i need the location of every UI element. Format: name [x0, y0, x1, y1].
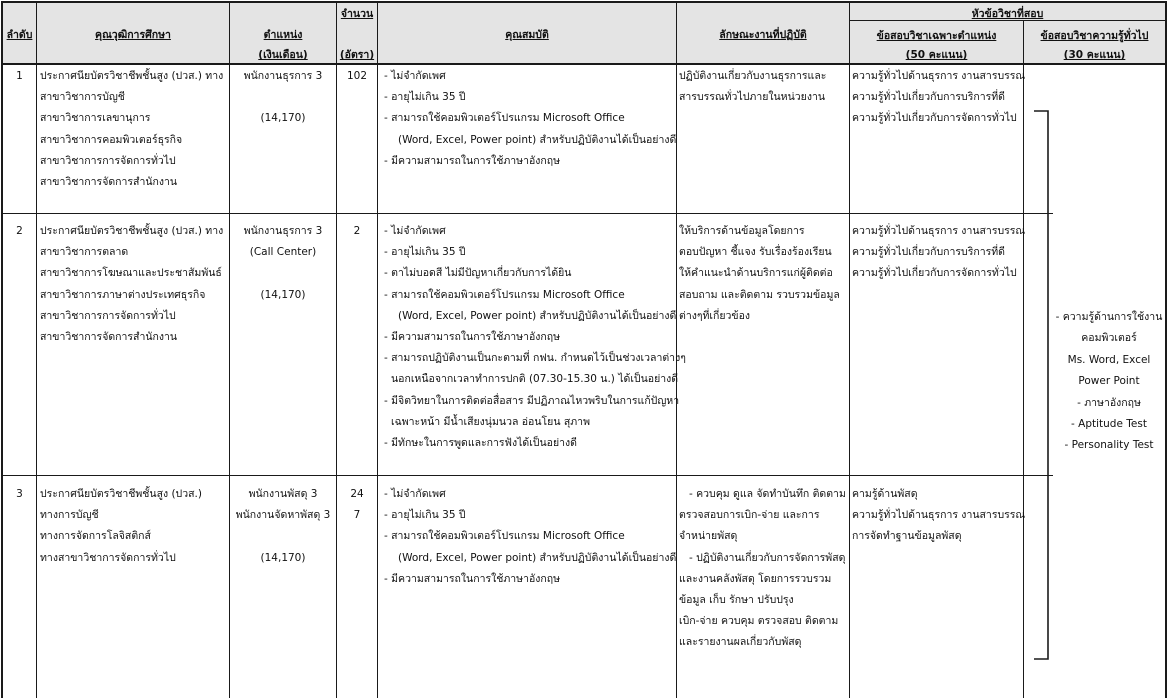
row1-qualification: ประกาศนียบัตรวิชาชีพชั้นสูง (ปวส.) ทาง สาขาวิชาการบัญชี สาขาวิชาการเลขานุการ สาขาวิชาการคอมพิวเตอร์ธุรกิจ สาขาวิชาการการจัดการทั่วไป สาขาวิชาการจัดการสำนักงาน — [40, 70, 224, 189]
general-exam-topics: - ความรู้ด้านการใช้งาน คอมพิวเตอร์ Ms. Word, Excel Power Point - ภาษาอังกฤษ - Aptitude Test - Personality Test — [1055, 311, 1163, 452]
row2-job-nature: ให้บริการด้านข้อมูลโดยการ ตอบปัญหา ชี้แจง รับเรื่องร้องเรียน ให้คำแนะนำด้านบริการแก่ผู้ติดต่อ สอบถาม และติดตาม รวบรวมข้อมูล ต่างๆที่เกี่ยวข้อง — [679, 225, 840, 322]
row1-properties: - ไม่จำกัดเพศ - อายุไม่เกิน 35 ปี - สามารถใช้คอมพิวเตอร์โปรแกรม Microsoft Office (Word, Excel, Power point) สำหรับปฏิบัติงานได้เป็นอย่างดี - มีความสามารถในการใช้ภาษาอังกฤษ — [384, 70, 677, 167]
row3-properties: - ไม่จำกัดเพศ - อายุไม่เกิน 35 ปี - สามารถใช้คอมพิวเตอร์โปรแกรม Microsoft Office (Word, Excel, Power point) สำหรับปฏิบัติงานได้เป็นอย่างดี - มีความสามารถในการใช้ภาษาอังกฤษ — [384, 488, 677, 585]
header-properties: คุณสมบัติ — [505, 29, 549, 41]
table-border-left — [1, 1, 3, 698]
col-sep-4 — [377, 1, 378, 698]
row2-specific-exam: ความรู้ทั่วไปด้านธุรการ งานสารบรรณ ความรู้ทั่วไปเกี่ยวกับการบริการที่ดี ความรู้ทั่วไปเกี่ยวกับการจัดการทั่วไป — [852, 225, 1026, 280]
header-order: ลำดับ — [6, 29, 33, 41]
row3-qualification: ประกาศนียบัตรวิชาชีพชั้นสูง (ปวส.) ทางการบัญชี ทางการจัดการโลจิสติกส์ ทางสาขาวิชาการจัดการทั่วไป — [40, 488, 202, 564]
header-general-exam: ข้อสอบวิชาความรู้ทั่วไป — [1040, 30, 1149, 42]
col-sep-3 — [336, 1, 337, 698]
row3-count: 24 7 — [350, 488, 364, 522]
header-position: ตำแหน่ง — [263, 29, 303, 41]
row1-job-nature: ปฏิบัติงานเกี่ยวกับงานธุรการและ สารบรรณทั่วไปภายในหน่วยงาน — [679, 70, 827, 104]
col-sep-1 — [36, 1, 37, 698]
row3-order: 3 — [16, 488, 23, 500]
header-specific-exam-score: (50 คะแนน) — [905, 49, 968, 61]
row2-position: พนักงานธุรการ 3 (Call Center) (14,170) — [243, 225, 323, 301]
table-border-top — [1, 1, 1167, 3]
header-general-exam-score: (30 คะแนน) — [1063, 49, 1126, 61]
header-specific-exam: ข้อสอบวิชาเฉพาะตำแหน่ง — [876, 30, 997, 42]
row-separator-2 — [1, 475, 1053, 476]
row2-qualification: ประกาศนียบัตรวิชาชีพชั้นสูง (ปวส.) ทาง สาขาวิชาการตลาด สาขาวิชาการโฆษณาและประชาสัมพันธ์ สาขาวิชาการภาษาต่างประเทศธุรกิจ สาขาวิชาการการจัดการทั่วไป สาขาวิชาการจัดการสำนักงาน — [40, 225, 224, 344]
row1-count: 102 — [346, 70, 368, 82]
row3-specific-exam: คามรู้ด้านพัสดุ ความรู้ทั่วไปด้านธุรการ งานสารบรรณ การจัดทำฐานข้อมูลพัสดุ — [852, 488, 1026, 543]
header-bottom-rule — [1, 63, 1167, 65]
row2-properties: - ไม่จำกัดเพศ - อายุไม่เกิน 35 ปี - ตาไม่บอดสี ไม่มีปัญหาเกี่ยวกับการได้ยิน - สามารถใช้คอมพิวเตอร์โปรแกรม Microsoft Office (Word, Excel, Power point) สำหรับปฏิบัติงานได้เป็นอย่างดี - มีความสามารถในการใช้ภาษาอังกฤษ - สามารถปฏิบัติงานเป็นกะตามที่ กฟน. กำหนดไว้เป็นช่วงเวลาต่างๆ นอกเหนือจากเวลาทำการปกติ (07.30-15.30 น.) ได้เป็นอย่างดี - มีจิตวิทยาในการติดต่อสื่อสาร มีปฏิภาณไหวพริบในการแก้ปัญหา เฉพาะหน้า มีน้ำเสียงนุ่มนวล อ่อนโยน สุภาพ - มีทักษะในการพูดและการฟังได้เป็นอย่างดี — [384, 225, 686, 450]
row2-order: 2 — [16, 225, 23, 237]
col-sep-6 — [849, 1, 850, 698]
row1-specific-exam: ความรู้ทั่วไปด้านธุรการ งานสารบรรณ ความรู้ทั่วไปเกี่ยวกับการบริการที่ดี ความรู้ทั่วไปเกี่ยวกับการจัดการทั่วไป — [852, 70, 1026, 125]
row3-position: พนักงานพัสดุ 3 พนักงานจัดหาพัสดุ 3 (14,170) — [235, 488, 331, 564]
row-separator-1 — [1, 213, 1053, 214]
header-count: จำนวน — [340, 8, 374, 20]
header-position-salary: (เงินเดือน) — [258, 49, 308, 61]
row1-order: 1 — [16, 70, 23, 82]
header-count-unit: (อัตรา) — [339, 49, 375, 61]
header-qualification: คุณวุฒิการศึกษา — [95, 29, 171, 41]
row2-count: 2 — [353, 225, 361, 237]
header-exam-subjects: หัวข้อวิชาที่สอบ — [971, 8, 1044, 20]
row3-job-nature: - ควบคุม ดูแล จัดทำบันทึก ติดตาม ตรวจสอบการเบิก-จ่าย และการ จำหน่ายพัสดุ - ปฏิบัติงานเกี่ยวกับการจัดการพัสดุ และงานคลังพัสดุ โดยการรวบรวม ข้อมูล เก็บ รักษา ปรับปรุง เบิก-จ่าย ควบคุม ตรวจสอบ ติดตาม และรายงานผลเกี่ยวกับพัสดุ — [679, 488, 846, 649]
row1-position: พนักงานธุรการ 3 (14,170) — [243, 70, 323, 125]
header-job-nature: ลักษณะงานที่ปฏิบัติ — [719, 29, 807, 41]
